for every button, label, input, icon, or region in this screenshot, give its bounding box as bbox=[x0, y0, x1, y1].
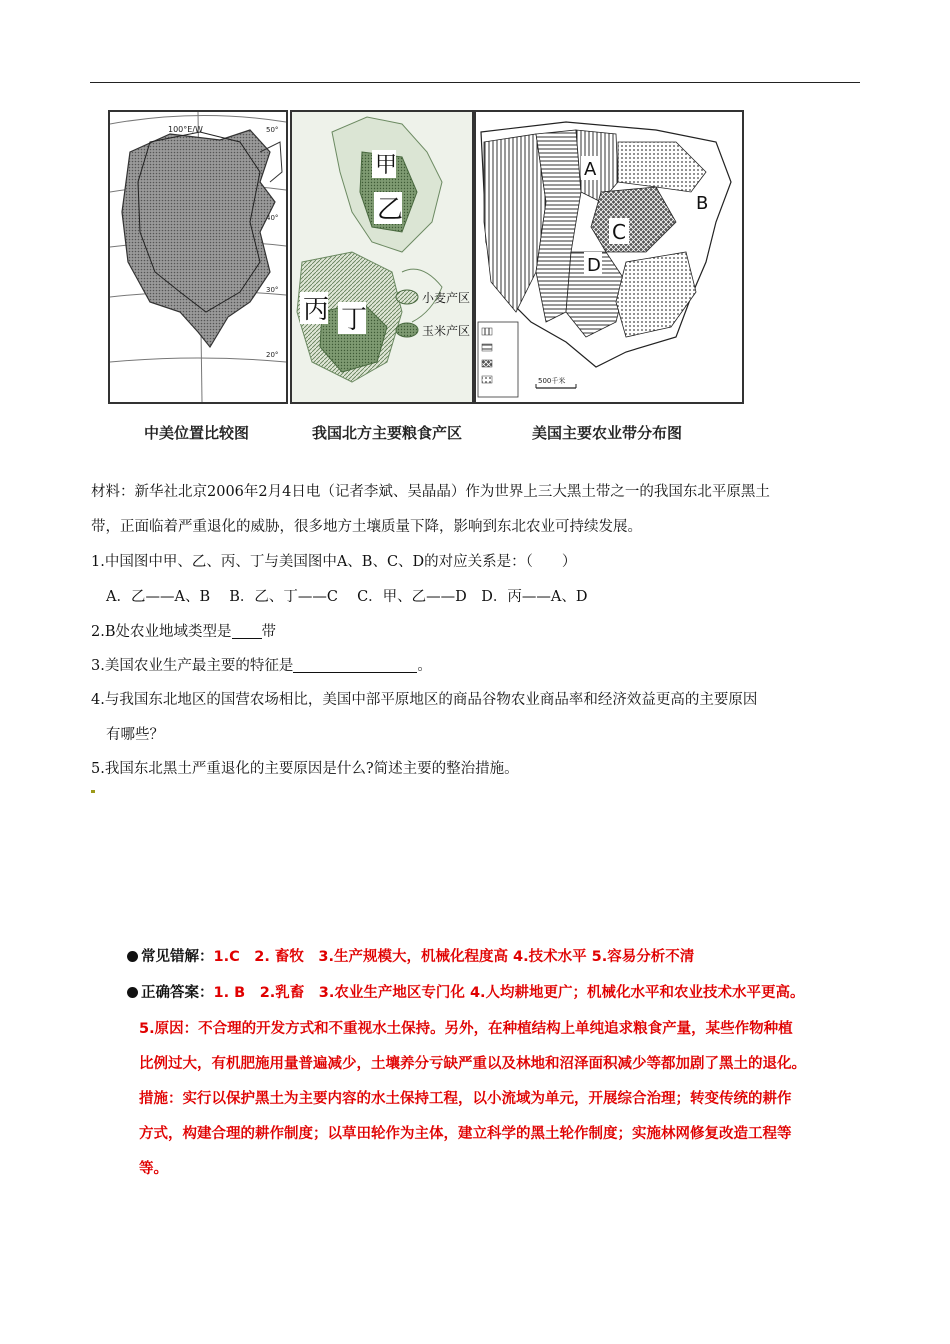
question-3-blank[interactable] bbox=[293, 657, 417, 673]
lat-40-label: 40° bbox=[266, 214, 279, 222]
caption-fig3: 美国主要农业带分布图 bbox=[532, 424, 683, 442]
map-north-china-grain bbox=[292, 112, 472, 402]
map-us-agri-belts bbox=[476, 112, 742, 402]
region-b-label: B bbox=[696, 193, 709, 214]
region-ding-label: 丁 bbox=[341, 305, 368, 335]
region-a-label: A bbox=[584, 159, 597, 180]
correct-answers-label: 正确答案： bbox=[141, 985, 214, 1001]
answer-line-5: 措施：实行以保护黑土为主要内容的水土保持工程，以小流域为单元，开展综合治理；转变传统的耕作 bbox=[139, 1091, 792, 1107]
lat-30-label: 30° bbox=[266, 286, 279, 294]
header-rule bbox=[90, 82, 860, 83]
question-3-suffix: 。 bbox=[417, 658, 432, 674]
lat-50-label: 50° bbox=[266, 126, 279, 134]
lat-20-label: 20° bbox=[266, 351, 279, 359]
question-2 bbox=[91, 622, 276, 642]
legend-corn: 玉米产区 bbox=[422, 324, 471, 338]
answer-line-3: 5.原因：不合理的开发方式和不重视水土保持。另外，在种植结构上单纯追求粮食产量，某些作物种植 bbox=[139, 1021, 793, 1037]
figure-north-china-grain bbox=[290, 110, 474, 404]
figure-us-agri-belts bbox=[474, 110, 744, 404]
scale-label: 500千米 bbox=[538, 377, 566, 385]
material-line-1: 材料：新华社北京2006年2月4日电（记者李斌、吴晶晶）作为世界上三大黑土带之一的我国东北平原黑土 bbox=[91, 484, 770, 500]
correct-answers bbox=[127, 983, 805, 1003]
region-d-label: D bbox=[587, 255, 601, 276]
region-yi-label: 乙 bbox=[377, 195, 404, 225]
question-2-suffix: 带 bbox=[261, 624, 276, 640]
caption-fig2: 我国北方主要粮食产区 bbox=[312, 424, 463, 442]
question-1-options: A．乙——A、B B．乙、丁——C C．甲、乙——D D．丙——A、D bbox=[106, 589, 588, 605]
question-3-prefix: 3.美国农业生产最主要的特征是 bbox=[91, 658, 294, 674]
meridian-label: 100°E/W bbox=[168, 125, 203, 134]
question-4-line-1: 4.与我国东北地区的国营农场相比，美国中部平原地区的商品谷物农业商品率和经济效益更高的主要原因 bbox=[91, 692, 758, 708]
region-c-label: C bbox=[612, 220, 626, 244]
bullet-icon bbox=[127, 951, 138, 962]
common-errors-text: 1.C 2. 畜牧 3.生产规模大，机械化程度高 4.技术水平 5.容易分析不清 bbox=[213, 949, 695, 965]
figure-china-us-position bbox=[108, 110, 288, 404]
region-jia-label: 甲 bbox=[375, 153, 398, 178]
question-2-blank[interactable] bbox=[232, 623, 262, 639]
bullet-icon bbox=[127, 987, 138, 998]
question-4-line-2: 有哪些？ bbox=[106, 727, 164, 743]
answer-line-4: 比例过大，有机肥施用量普遍减少，土壤养分亏缺严重以及林地和沼泽面积减少等都加剧了黑土的退化。 bbox=[139, 1056, 806, 1072]
answer-line-7: 等。 bbox=[139, 1161, 168, 1177]
question-2-prefix: 2.B处农业地域类型是 bbox=[91, 624, 232, 640]
material-line-2: 带，正面临着严重退化的威胁，很多地方土壤质量下降，影响到东北农业可持续发展。 bbox=[91, 519, 642, 535]
map-position-comparison bbox=[110, 112, 286, 402]
common-errors-label: 常见错解： bbox=[141, 949, 214, 965]
question-1: 1.中国图中甲、乙、丙、丁与美国图中A、B、C、D的对应关系是：（ ） bbox=[91, 554, 577, 570]
question-3 bbox=[91, 656, 432, 676]
caption-fig1: 中美位置比较图 bbox=[144, 424, 250, 442]
correct-answers-text: 1. B 2.乳畜 3.农业生产地区专门化 4.人均耕地更广；机械化水平和农业技术水平更高。 bbox=[213, 985, 805, 1001]
legend-wheat: 小麦产区 bbox=[422, 291, 471, 305]
answer-line-6: 方式，构建合理的耕作制度；以草田轮作为主体，建立科学的黑土轮作制度；实施林网修复改造工程等 bbox=[139, 1126, 792, 1142]
common-errors bbox=[127, 947, 694, 967]
stray-mark bbox=[91, 790, 95, 793]
question-5: 5.我国东北黑土严重退化的主要原因是什么?简述主要的整治措施。 bbox=[91, 761, 519, 777]
region-bing-label: 丙 bbox=[303, 295, 330, 325]
